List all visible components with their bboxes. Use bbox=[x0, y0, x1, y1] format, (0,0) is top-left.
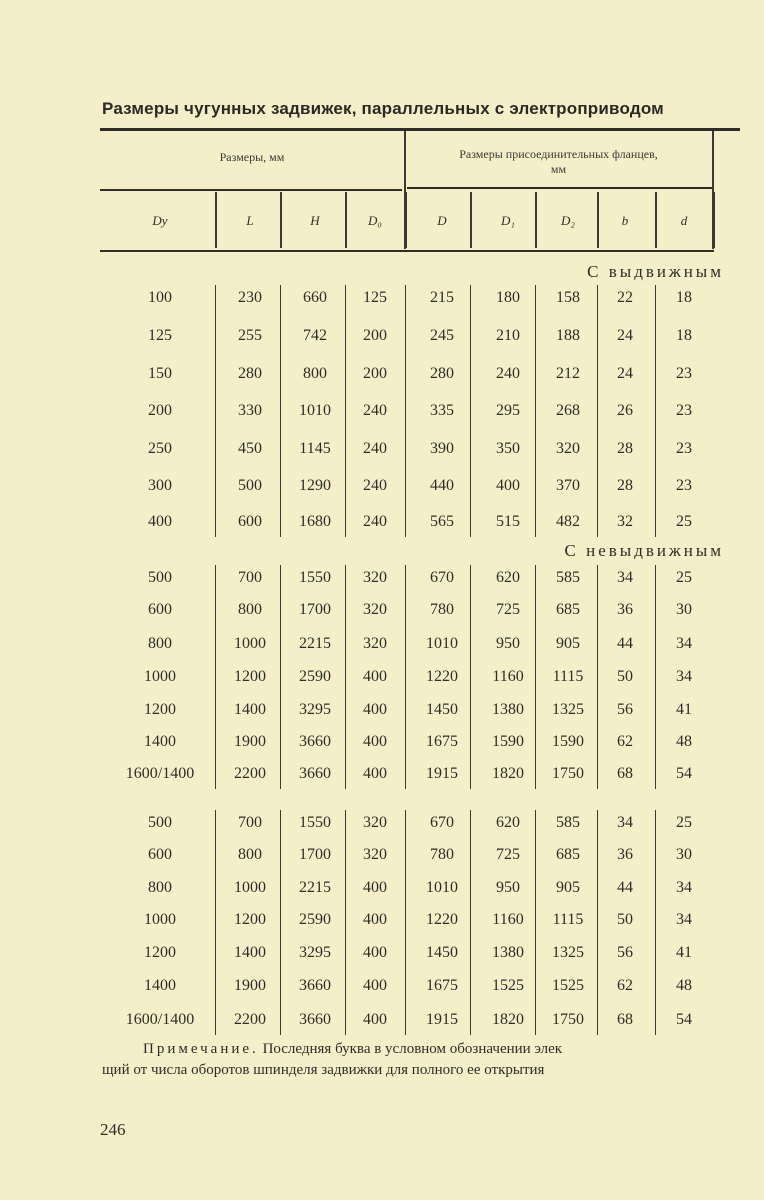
column-header: H bbox=[310, 213, 320, 228]
table-cell: 400 bbox=[363, 765, 387, 782]
table-cell: 400 bbox=[363, 733, 387, 750]
table-cell: 23 bbox=[676, 440, 692, 457]
section-label: С невыдвижным bbox=[564, 541, 724, 560]
header-group-flanges bbox=[405, 147, 712, 177]
header-group-flanges-line2: мм bbox=[550, 162, 567, 176]
table-cell: 370 bbox=[556, 477, 580, 494]
table-cell: 158 bbox=[556, 289, 580, 306]
table-cell: 68 bbox=[617, 765, 633, 782]
table-cell: 500 bbox=[238, 477, 262, 494]
table-cell: 780 bbox=[430, 601, 454, 618]
table-cell: 1325 bbox=[552, 944, 584, 961]
table-cell: 700 bbox=[238, 569, 262, 586]
table-cell: 245 bbox=[430, 327, 454, 344]
table-cell: 400 bbox=[148, 513, 172, 530]
column-divider bbox=[215, 565, 216, 789]
header-mid-rule-right bbox=[407, 187, 712, 189]
table-cell: 1550 bbox=[299, 814, 331, 831]
table-cell: 3295 bbox=[299, 944, 331, 961]
table-cell: 41 bbox=[676, 944, 692, 961]
table-cell: 34 bbox=[676, 879, 692, 896]
table-cell: 50 bbox=[617, 911, 633, 928]
table-cell: 330 bbox=[238, 402, 262, 419]
table-cell: 800 bbox=[148, 635, 172, 652]
table-cell: 54 bbox=[676, 765, 692, 782]
table-cell: 1400 bbox=[144, 733, 176, 750]
table-cell: 400 bbox=[363, 911, 387, 928]
note-line-2: щий от числа оборотов шпинделя задвижки для полного ее открытия bbox=[102, 1062, 545, 1078]
table-cell: 100 bbox=[148, 289, 172, 306]
table-cell: 54 bbox=[676, 1011, 692, 1028]
note-label: Примечание. bbox=[143, 1041, 259, 1057]
column-header: d bbox=[680, 213, 688, 228]
table-cell: 400 bbox=[363, 879, 387, 896]
table-cell: 1750 bbox=[552, 1011, 584, 1028]
table-cell: 280 bbox=[238, 365, 262, 382]
column-header: b bbox=[621, 213, 629, 228]
table-cell: 1600/1400 bbox=[125, 1011, 195, 1028]
table-cell: 600 bbox=[238, 513, 262, 530]
table-cell: 400 bbox=[363, 944, 387, 961]
table-cell: 255 bbox=[238, 327, 262, 344]
table-cell: 2590 bbox=[299, 911, 331, 928]
table-cell: 482 bbox=[556, 513, 580, 530]
table-cell: 125 bbox=[148, 327, 172, 344]
table-cell: 34 bbox=[676, 668, 692, 685]
table-cell: 30 bbox=[676, 846, 692, 863]
table-cell: 32 bbox=[617, 513, 633, 530]
table-cell: 800 bbox=[238, 846, 262, 863]
table-cell: 450 bbox=[238, 440, 262, 457]
header-group-dimensions: Размеры, мм bbox=[219, 150, 285, 164]
table-cell: 660 bbox=[303, 289, 327, 306]
table-cell: 1000 bbox=[234, 635, 266, 652]
table-cell: 2215 bbox=[299, 635, 331, 652]
table-cell: 25 bbox=[676, 513, 692, 530]
column-divider bbox=[215, 810, 216, 1035]
table-cell: 800 bbox=[148, 879, 172, 896]
table-cell: 3660 bbox=[299, 765, 331, 782]
table-cell: 585 bbox=[556, 569, 580, 586]
table-cell: 320 bbox=[363, 846, 387, 863]
table-cell: 905 bbox=[556, 635, 580, 652]
table-cell: 1915 bbox=[426, 1011, 458, 1028]
table-cell: 22 bbox=[617, 289, 633, 306]
table-cell: 1115 bbox=[552, 668, 584, 685]
table-cell: 565 bbox=[430, 513, 454, 530]
table-cell: 1000 bbox=[144, 911, 176, 928]
table-cell: 26 bbox=[617, 402, 633, 419]
table-cell: 1010 bbox=[299, 402, 331, 419]
table-cell: 56 bbox=[617, 944, 633, 961]
table-cell: 320 bbox=[556, 440, 580, 457]
table-cell: 320 bbox=[363, 814, 387, 831]
table-cell: 585 bbox=[556, 814, 580, 831]
table-cell: 320 bbox=[363, 569, 387, 586]
table-cell: 1380 bbox=[492, 944, 524, 961]
table-title: Размеры чугунных задвижек, параллельных с электроприводом bbox=[102, 99, 664, 118]
table-cell: 1525 bbox=[492, 977, 524, 994]
column-divider bbox=[405, 565, 406, 789]
table-cell: 620 bbox=[496, 569, 520, 586]
table-cell: 295 bbox=[496, 402, 520, 419]
table-cell: 320 bbox=[363, 635, 387, 652]
table-cell: 34 bbox=[617, 814, 633, 831]
header-column-divider bbox=[215, 192, 217, 248]
column-header: L bbox=[246, 213, 254, 228]
table-cell: 125 bbox=[363, 289, 387, 306]
column-divider bbox=[215, 285, 216, 537]
table-cell: 44 bbox=[617, 635, 633, 652]
column-divider bbox=[405, 285, 406, 537]
table-cell: 1145 bbox=[299, 440, 331, 457]
table-cell: 1200 bbox=[234, 668, 266, 685]
column-header: Dу bbox=[152, 213, 168, 228]
table-cell: 1380 bbox=[492, 701, 524, 718]
table-cell: 240 bbox=[363, 440, 387, 457]
table-cell: 210 bbox=[496, 327, 520, 344]
column-divider bbox=[280, 810, 281, 1035]
table-cell: 3295 bbox=[299, 701, 331, 718]
table-cell: 230 bbox=[238, 289, 262, 306]
table-cell: 1450 bbox=[426, 944, 458, 961]
table-cell: 1675 bbox=[426, 977, 458, 994]
header-mid-rule-left bbox=[100, 189, 402, 191]
table-cell: 48 bbox=[676, 977, 692, 994]
column-header: D₁ bbox=[501, 213, 515, 228]
column-divider bbox=[280, 285, 281, 537]
table-cell: 280 bbox=[430, 365, 454, 382]
table-cell: 725 bbox=[496, 846, 520, 863]
table-cell: 28 bbox=[617, 440, 633, 457]
table-cell: 1680 bbox=[299, 513, 331, 530]
table-cell: 800 bbox=[238, 601, 262, 618]
header-column-divider bbox=[405, 192, 407, 248]
table-cell: 500 bbox=[148, 814, 172, 831]
table-cell: 440 bbox=[430, 477, 454, 494]
table-cell: 1010 bbox=[426, 635, 458, 652]
table-cell: 1160 bbox=[492, 911, 524, 928]
table-cell: 1010 bbox=[426, 879, 458, 896]
table-cell: 1900 bbox=[234, 977, 266, 994]
table-cell: 350 bbox=[496, 440, 520, 457]
table-cell: 36 bbox=[617, 846, 633, 863]
table-cell: 34 bbox=[676, 911, 692, 928]
table-cell: 1450 bbox=[426, 701, 458, 718]
table-cell: 1220 bbox=[426, 911, 458, 928]
header-bottom-rule bbox=[100, 250, 714, 252]
table-cell: 400 bbox=[363, 1011, 387, 1028]
table-cell: 212 bbox=[556, 365, 580, 382]
table-cell: 41 bbox=[676, 701, 692, 718]
table-cell: 62 bbox=[617, 733, 633, 750]
table-cell: 34 bbox=[676, 635, 692, 652]
column-divider bbox=[405, 810, 406, 1035]
table-cell: 240 bbox=[363, 402, 387, 419]
table-cell: 240 bbox=[363, 513, 387, 530]
table-cell: 25 bbox=[676, 814, 692, 831]
table-cell: 600 bbox=[148, 846, 172, 863]
table-cell: 188 bbox=[556, 327, 580, 344]
table-cell: 300 bbox=[148, 477, 172, 494]
table-cell: 400 bbox=[363, 668, 387, 685]
table-cell: 48 bbox=[676, 733, 692, 750]
table-cell: 23 bbox=[676, 402, 692, 419]
table-cell: 1750 bbox=[552, 765, 584, 782]
table-cell: 390 bbox=[430, 440, 454, 457]
table-cell: 268 bbox=[556, 402, 580, 419]
table-cell: 1600/1400 bbox=[125, 765, 195, 782]
table-cell: 800 bbox=[303, 365, 327, 382]
table-cell: 685 bbox=[556, 601, 580, 618]
table-cell: 56 bbox=[617, 701, 633, 718]
column-header: D₀ bbox=[368, 213, 382, 228]
table-cell: 1700 bbox=[299, 601, 331, 618]
table-cell: 200 bbox=[363, 327, 387, 344]
table-cell: 2590 bbox=[299, 668, 331, 685]
table-cell: 1675 bbox=[426, 733, 458, 750]
table-cell: 24 bbox=[617, 327, 633, 344]
table-cell: 68 bbox=[617, 1011, 633, 1028]
table-cell: 515 bbox=[496, 513, 520, 530]
table-cell: 24 bbox=[617, 365, 633, 382]
table-cell: 30 bbox=[676, 601, 692, 618]
table-cell: 1220 bbox=[426, 668, 458, 685]
table-cell: 180 bbox=[496, 289, 520, 306]
table-cell: 2200 bbox=[234, 765, 266, 782]
table-cell: 1900 bbox=[234, 733, 266, 750]
table-cell: 905 bbox=[556, 879, 580, 896]
table-cell: 200 bbox=[363, 365, 387, 382]
table-cell: 250 bbox=[148, 440, 172, 457]
table-cell: 742 bbox=[303, 327, 327, 344]
table-cell: 200 bbox=[148, 402, 172, 419]
table-cell: 500 bbox=[148, 569, 172, 586]
table-cell: 1000 bbox=[144, 668, 176, 685]
table-cell: 150 bbox=[148, 365, 172, 382]
table-cell: 1290 bbox=[299, 477, 331, 494]
table-cell: 240 bbox=[363, 477, 387, 494]
column-header: D₂ bbox=[561, 213, 575, 228]
table-cell: 44 bbox=[617, 879, 633, 896]
table-cell: 1000 bbox=[234, 879, 266, 896]
table-cell: 18 bbox=[676, 289, 692, 306]
column-divider bbox=[280, 565, 281, 789]
table-cell: 36 bbox=[617, 601, 633, 618]
table-cell: 670 bbox=[430, 814, 454, 831]
table-cell: 600 bbox=[148, 601, 172, 618]
table-cell: 725 bbox=[496, 601, 520, 618]
table-cell: 25 bbox=[676, 569, 692, 586]
table-cell: 2200 bbox=[234, 1011, 266, 1028]
table-cell: 23 bbox=[676, 477, 692, 494]
table-cell: 3660 bbox=[299, 1011, 331, 1028]
header-column-divider bbox=[280, 192, 282, 248]
table-cell: 670 bbox=[430, 569, 454, 586]
table-cell: 700 bbox=[238, 814, 262, 831]
note-line-1 bbox=[143, 1041, 562, 1058]
table-cell: 320 bbox=[363, 601, 387, 618]
table-cell: 1200 bbox=[144, 701, 176, 718]
section-label: С выдвижным bbox=[587, 262, 724, 281]
table-cell: 1820 bbox=[492, 765, 524, 782]
header-group-flanges-line1: Размеры присоединительных фланцев, bbox=[459, 147, 658, 161]
table-cell: 3660 bbox=[299, 977, 331, 994]
table-cell: 1915 bbox=[426, 765, 458, 782]
table-cell: 1525 bbox=[552, 977, 584, 994]
table-cell: 400 bbox=[496, 477, 520, 494]
page-number: 246 bbox=[100, 1120, 126, 1139]
table-cell: 50 bbox=[617, 668, 633, 685]
table-cell: 335 bbox=[430, 402, 454, 419]
top-rule bbox=[100, 128, 740, 131]
table-cell: 1200 bbox=[234, 911, 266, 928]
table-cell: 780 bbox=[430, 846, 454, 863]
table-cell: 400 bbox=[363, 701, 387, 718]
table-cell: 400 bbox=[363, 977, 387, 994]
table-cell: 1820 bbox=[492, 1011, 524, 1028]
note-text-1: Последняя буква в условном обозначении элек bbox=[262, 1041, 563, 1057]
table-cell: 1590 bbox=[552, 733, 584, 750]
table-cell: 3660 bbox=[299, 733, 331, 750]
table-cell: 1700 bbox=[299, 846, 331, 863]
table-cell: 1325 bbox=[552, 701, 584, 718]
table-cell: 685 bbox=[556, 846, 580, 863]
table-cell: 1590 bbox=[492, 733, 524, 750]
table-cell: 240 bbox=[496, 365, 520, 382]
table-cell: 2215 bbox=[299, 879, 331, 896]
table-cell: 950 bbox=[496, 635, 520, 652]
table-cell: 1550 bbox=[299, 569, 331, 586]
table-cell: 1400 bbox=[144, 977, 176, 994]
table-cell: 28 bbox=[617, 477, 633, 494]
column-header: D bbox=[437, 213, 447, 228]
table-cell: 34 bbox=[617, 569, 633, 586]
table-cell: 1400 bbox=[234, 701, 266, 718]
table-cell: 620 bbox=[496, 814, 520, 831]
table-cell: 23 bbox=[676, 365, 692, 382]
table-cell: 215 bbox=[430, 289, 454, 306]
table-cell: 1200 bbox=[144, 944, 176, 961]
table-cell: 1115 bbox=[552, 911, 584, 928]
table-cell: 1160 bbox=[492, 668, 524, 685]
table-cell: 950 bbox=[496, 879, 520, 896]
table-cell: 1400 bbox=[234, 944, 266, 961]
table-cell: 62 bbox=[617, 977, 633, 994]
table-cell: 18 bbox=[676, 327, 692, 344]
